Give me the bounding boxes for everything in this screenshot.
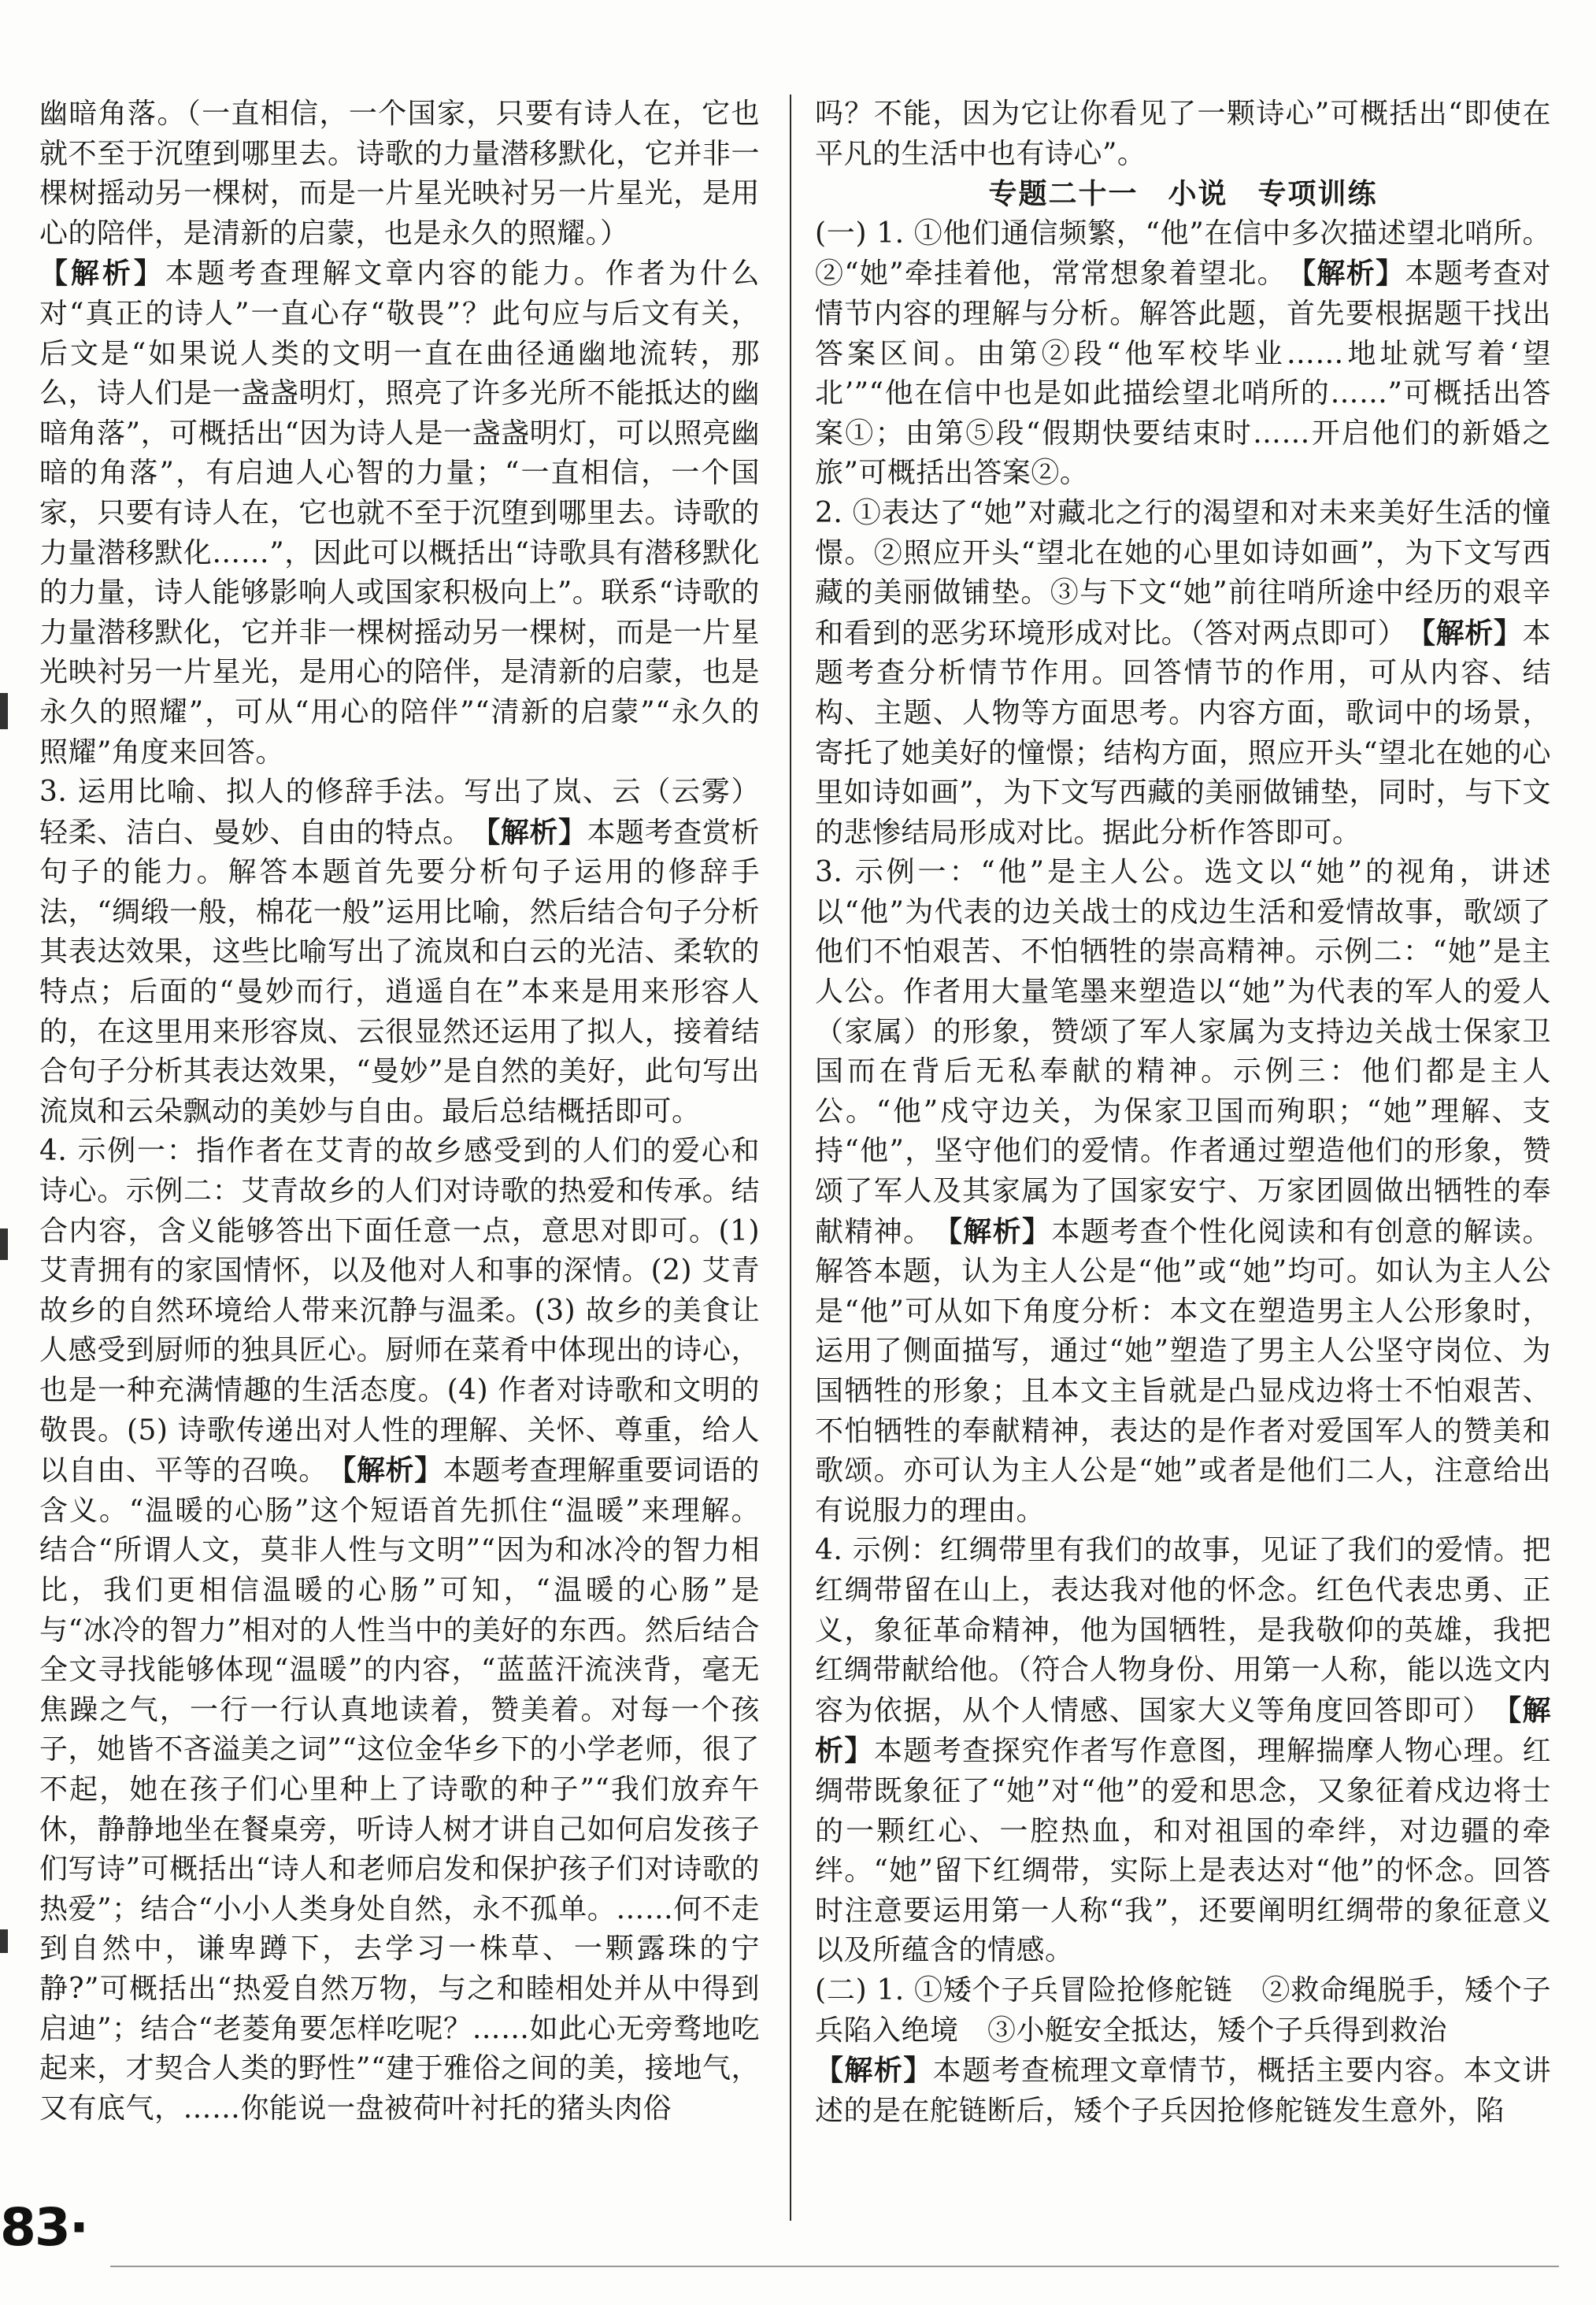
analysis-text: 本题考查理解文章内容的能力。作者为什么对“真正的诗人”一直心存“敬畏”？此句应与后文有关，后文是“如果说人类的文明一直在曲径通幽地流转，那么，诗人们是一盏盏明灯，照亮了许多光所不能抵达的幽暗角落”，可概括出“因为诗人是一盏盏明灯，可以照亮幽暗的角落”，有启迪人心智的力量；“一直相信，一个国家，只要有诗人在，它也就不至于沉堕到哪里去。诗歌的力量潜移默化……”，因此可以概括出“诗歌具有潜移默化的力量，诗人能够影响人或国家积极向上”。联系“诗歌的力量潜移默化，它并非一棵树摇动另一棵树，而是一片星光映衬另一片星光，是用心的陪伴，是清新的启蒙，也是永久的照耀”，可从“用心的陪伴”“清新的启蒙”“永久的照耀”角度来回答。	[39, 258, 760, 769]
binding-edge-mark	[0, 693, 8, 729]
paragraph	[815, 853, 1551, 1531]
paragraph	[815, 214, 1551, 494]
answer-text: 2. ①表达了“她”对藏北之行的渴望和对未来美好生活的憧憬。②照应开头“望北在她的心里如诗如画”，为下文写西藏的美丽做铺垫。③与下文“她”前往哨所途中经历的艰辛和看到的恶劣环境形成对比。（答对两点即可）	[815, 496, 1551, 650]
paragraph-text: 吗？不能，因为它让你看见了一颗诗心”可概括出“即使在平凡的生活中也有诗心”。	[815, 98, 1551, 170]
answer-text: (二) 1. ①矮个子兵冒险抢修舵链 ②救命绳脱手，矮个子兵陷入绝境 ③小艇安全抵达，矮个子兵得到救治	[815, 1973, 1551, 2047]
analysis-text: 本题考查探究作者写作意图，理解揣摩人物心理。红绸带既象征了“她”对“他”的爱和思念，又象征着戍边将士的一颗红心、一腔热血，和对祖国的牵绊，对边疆的牵绊。“她”留下红绸带，实际上是表达对“他”的怀念。回答时注意要运用第一人称“我”，还要阐明红绸带的象征意义以及所蕴含的情感。	[815, 1735, 1551, 1967]
analysis-tag: 【解析】	[815, 1693, 1551, 1768]
analysis-tag: 【解析】	[486, 815, 587, 849]
answer-text: 3. 运用比喻、拟人的修辞手法。写出了岚、云（云雾）轻柔、洁白、曼妙、自由的特点。	[39, 776, 760, 849]
analysis-text: 本题考查理解重要词语的含义。“温暖的心肠”这个短语首先抓住“温暖”来理解。结合“所谓人文，莫非人性与文明”“因为和冰冷的智力相比，我们更相信温暖的心肠”可知，“温暖的心肠”是与“冰冷的智力”相对的人性当中的美好的东西。然后结合全文寻找能够体现“温暖”的内容，“蓝蓝汗流浃背，毫无焦躁之气，一行一行认真地读着，赞美着。对每一个孩子，她皆不吝溢美之词”“这位金华乡下的小学老师，很了不起，她在孩子们心里种上了诗歌的种子”“我们放弃午休，静静地坐在餐桌旁，听诗人树才讲自己如何启发孩子们写诗”可概括出“诗人和老师启发和保护孩子们对诗歌的热爱”；结合“小小人类身处自然，永不孤单。……何不走到自然中，谦卑蹲下，去学习一株草、一颗露珠的宁静?”可概括出“热爱自然万物，与之和睦相处并从中得到启迪”；结合“老菱角要怎样吃呢？……如此心无旁骛地吃起来，才契合人类的野性”“建于雅俗之间的美，接地气，又有底气，……你能说一盘被荷叶衬托的猪头肉俗	[39, 1455, 760, 2125]
paragraph	[815, 1531, 1551, 1971]
analysis-text: 本题考查对情节内容的理解与分析。解答此题，首先要根据题干找出答案区间。由第②段“他军校毕业……地址就写着‘望北’”“他在信中也是如此描绘望北哨所的……”可概括出答案①；由第⑤段“假期快要结束时……开启他们的新婚之旅”可概括出答案②。	[815, 258, 1551, 490]
binding-edge-mark	[0, 1228, 8, 1260]
analysis-text: 本题考查赏析句子的能力。解答本题首先要分析句子运用的修辞手法，“绸缎一般，棉花一般”运用比喻，然后结合句子分析其表达效果，这些比喻写出了流岚和白云的光洁、柔软的特点；后面的“曼妙而行，逍遥自在”本来是用来形容人的，在这里用来形容岚、云很显然还运用了拟人，接着结合句子分析其表达效果，“曼妙”是自然的美好，此句写出流岚和云朵飘动的美妙与自由。最后总结概括即可。	[39, 816, 760, 1128]
analysis-text: 本题考查个性化阅读和有创意的解读。解答本题，认为主人公是“他”或“她”均可。如认为主人公是“他”可从如下角度分析：本文在塑造男主人公形象时，运用了侧面描写，通过“她”塑造了男主人公坚守岗位、为国牺牲的形象；且本文主旨就是凸显戍边将士不怕艰苦、不怕牺牲的奉献精神，表达的是作者对爱国军人的赞美和歌颂。亦可认为主人公是“她”或者是他们二人，注意给出有说服力的理由。	[815, 1215, 1551, 1527]
analysis-tag: 【解析】	[1302, 257, 1405, 291]
analysis-tag: 【解析】	[1420, 616, 1523, 650]
binding-edge-mark	[0, 1929, 8, 1953]
bottom-rule	[110, 2266, 1559, 2267]
paragraph	[815, 494, 1551, 853]
analysis-tag: 【解析】	[815, 2054, 933, 2088]
analysis-tag: 【解析】	[39, 257, 165, 291]
paragraph	[39, 1132, 760, 2129]
analysis-tag: 【解析】	[947, 1214, 1052, 1248]
analysis-tag: 【解析】	[342, 1454, 443, 1488]
paragraph	[39, 773, 760, 1132]
section-title: 专题二十一 小说 专项训练	[988, 177, 1378, 211]
paragraph	[39, 94, 760, 254]
page-number: 83·	[0, 2197, 87, 2258]
analysis-text: 本题考查分析情节作用。回答情节的作用，可从内容、结构、主题、人物等方面思考。内容方面，歌词中的场景，寄托了她美好的憧憬；结构方面，照应开头“望北在她的心里如诗如画”，为下文写西藏的美丽做铺垫，同时，与下文的悲惨结局形成对比。据此分析作答即可。	[815, 617, 1551, 849]
column-divider	[790, 94, 791, 2221]
left-column	[39, 94, 760, 2129]
answer-text: 4. 示例一：指作者在艾青的故乡感受到的人们的爱心和诗心。示例二：艾青故乡的人们对诗歌的热爱和传承。结合内容，含义能够答出下面任意一点，意思对即可。(1) 艾青拥有的家国情怀，以及他对人和事的深情。(2) 艾青故乡的自然环境给人带来沉静与温柔。(3) 故乡的美食让人感受到厨师的独具匠心。厨师在菜肴中体现出的诗心，也是一种充满情趣的生活态度。(4) 作者对诗歌和文明的敬畏。(5) 诗歌传递出对人性的理解、关怀、尊重，给人以自由、平等的召唤。	[39, 1135, 760, 1488]
answer-text: (一) 1. ①他们通信频繁，“他”在信中多次描述望北哨所。②“她”牵挂着他，常常想象着望北。	[815, 217, 1551, 291]
paragraph	[815, 1971, 1551, 2051]
paragraph	[39, 254, 760, 773]
paragraph-text: 幽暗角落。（一直相信，一个国家，只要有诗人在，它也就不至于沉堕到哪里去。诗歌的力量潜移默化，它并非一棵树摇动另一棵树，而是一片星光映衬另一片星光，是用心的陪伴，是清新的启蒙，也是永久的照耀。）	[39, 98, 760, 250]
paragraph	[815, 94, 1551, 174]
paragraph	[815, 2051, 1551, 2131]
answer-text: 3. 示例一：“他”是主人公。选文以“她”的视角，讲述以“他”为代表的边关战士的戍边生活和爱情故事，歌颂了他们不怕艰苦、不怕牺牲的崇高精神。示例二：“她”是主人公。作者用大量笔墨来塑造以“她”为代表的军人的爱人（家属）的形象，赞颂了军人家属为支持边关战士保家卫国而在背后无私奉献的精神。示例三：他们都是主人公。“他”戍守边关，为保家卫国而殉职；“她”理解、支持“他”，坚守他们的爱情。作者通过塑造他们的形象，赞颂了军人及其家属为了国家安宁、万家团圆做出牺牲的奉献精神。	[815, 856, 1551, 1248]
analysis-text: 本题考查梳理文章情节，概括主要内容。本文讲述的是在舵链断后，矮个子兵因抢修舵链发生意外，陷	[815, 2055, 1551, 2127]
answer-text: 4. 示例：红绸带里有我们的故事，见证了我们的爱情。把红绸带留在山上，表达我对他的怀念。红色代表忠勇、正义，象征革命精神，他为国牺牲，是我敬仰的英雄，我把红绸带献给他。（符合人物身份、用第一人称，能以选文内容为依据，从个人情感、国家大义等角度回答即可）	[815, 1534, 1551, 1727]
right-column	[815, 94, 1551, 2131]
